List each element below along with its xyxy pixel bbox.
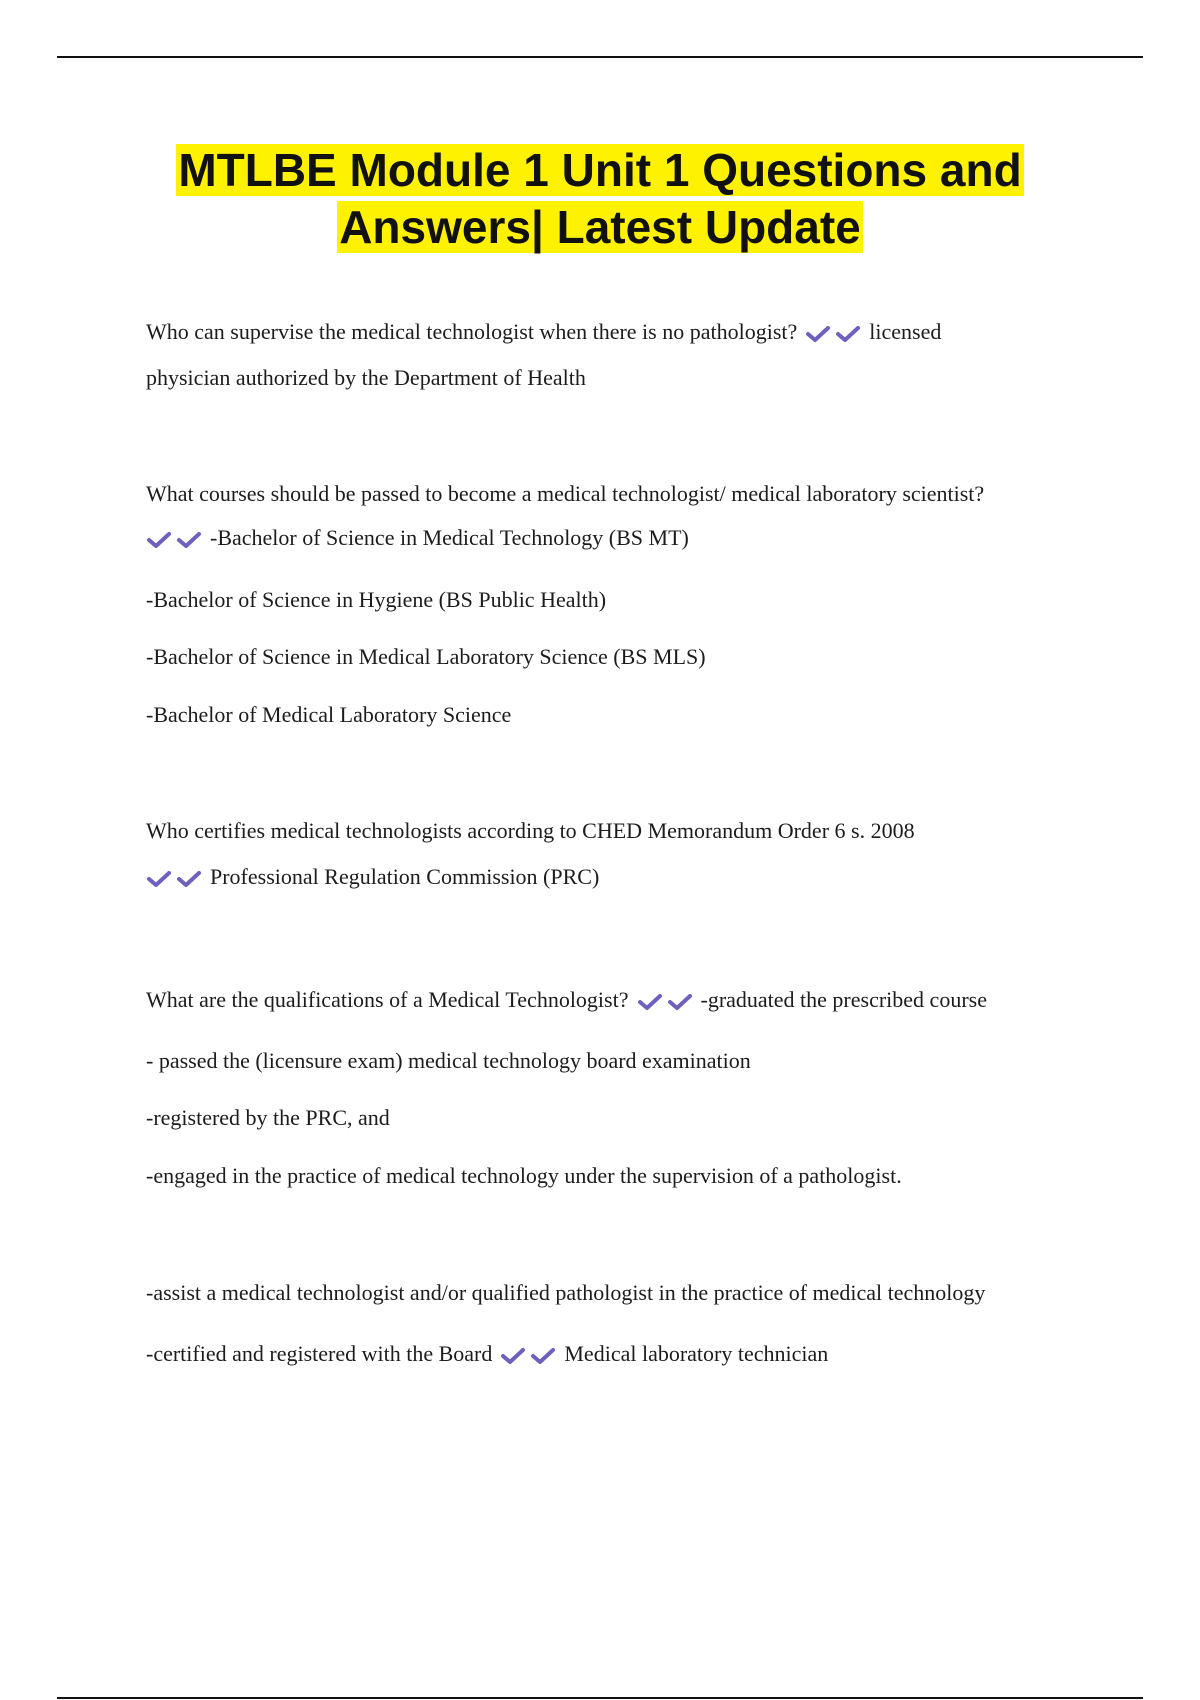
document-title [100, 142, 1100, 256]
qa-5-question-line-2 [146, 1340, 828, 1372]
qa-2-answer-3: -Bachelor of Science in Medical Laboratory Science (BS MLS) [146, 644, 706, 669]
qa-3-answer: Professional Regulation Commission (PRC) [210, 864, 600, 889]
qa-1-question-line [146, 318, 941, 350]
double-checkmark-icon [146, 528, 206, 556]
qa-4-answer-4: -engaged in the practice of medical technology under the supervision of a pathologist. [146, 1163, 902, 1188]
title-line-1: MTLBE Module 1 Unit 1 Questions and [178, 144, 1022, 196]
qa-3-question: Who certifies medical technologists according to CHED Memorandum Order 6 s. 2008 [146, 818, 915, 843]
double-checkmark-icon [500, 1344, 560, 1372]
qa-3-answer-line [146, 863, 599, 895]
qa-2-answer-4: -Bachelor of Medical Laboratory Science [146, 702, 512, 727]
qa-4-question-line [146, 986, 987, 1018]
qa-1-answer-cont: physician authorized by the Department of Health [146, 365, 586, 390]
qa-5-question-1: -assist a medical technologist and/or qualified pathologist in the practice of medical technology [146, 1280, 986, 1305]
title-line-2: Answers| Latest Update [339, 201, 861, 253]
qa-1-answer-start: licensed [869, 319, 942, 344]
qa-2-answer-1: -Bachelor of Science in Medical Technology (BS MT) [210, 525, 689, 550]
qa-5-question-2: -certified and registered with the Board [146, 1341, 493, 1366]
qa-1-question: Who can supervise the medical technologist when there is no pathologist? [146, 319, 798, 344]
qa-5-answer: Medical laboratory technician [564, 1341, 829, 1366]
qa-4-question: What are the qualifications of a Medical Technologist? [146, 987, 629, 1012]
qa-2-question: What courses should be passed to become a medical technologist/ medical laboratory scientist? [146, 481, 985, 506]
top-rule [57, 56, 1143, 58]
qa-4-answer-2: - passed the (licensure exam) medical technology board examination [146, 1048, 751, 1073]
double-checkmark-icon [805, 322, 865, 350]
bottom-rule [57, 1697, 1143, 1699]
double-checkmark-icon [637, 990, 697, 1018]
qa-4-answer-1: -graduated the prescribed course [700, 987, 987, 1012]
qa-2-answer-2: -Bachelor of Science in Hygiene (BS Public Health) [146, 587, 607, 612]
qa-2-answer-line-1 [146, 524, 689, 556]
qa-4-answer-3: -registered by the PRC, and [146, 1105, 390, 1130]
double-checkmark-icon [146, 867, 206, 895]
